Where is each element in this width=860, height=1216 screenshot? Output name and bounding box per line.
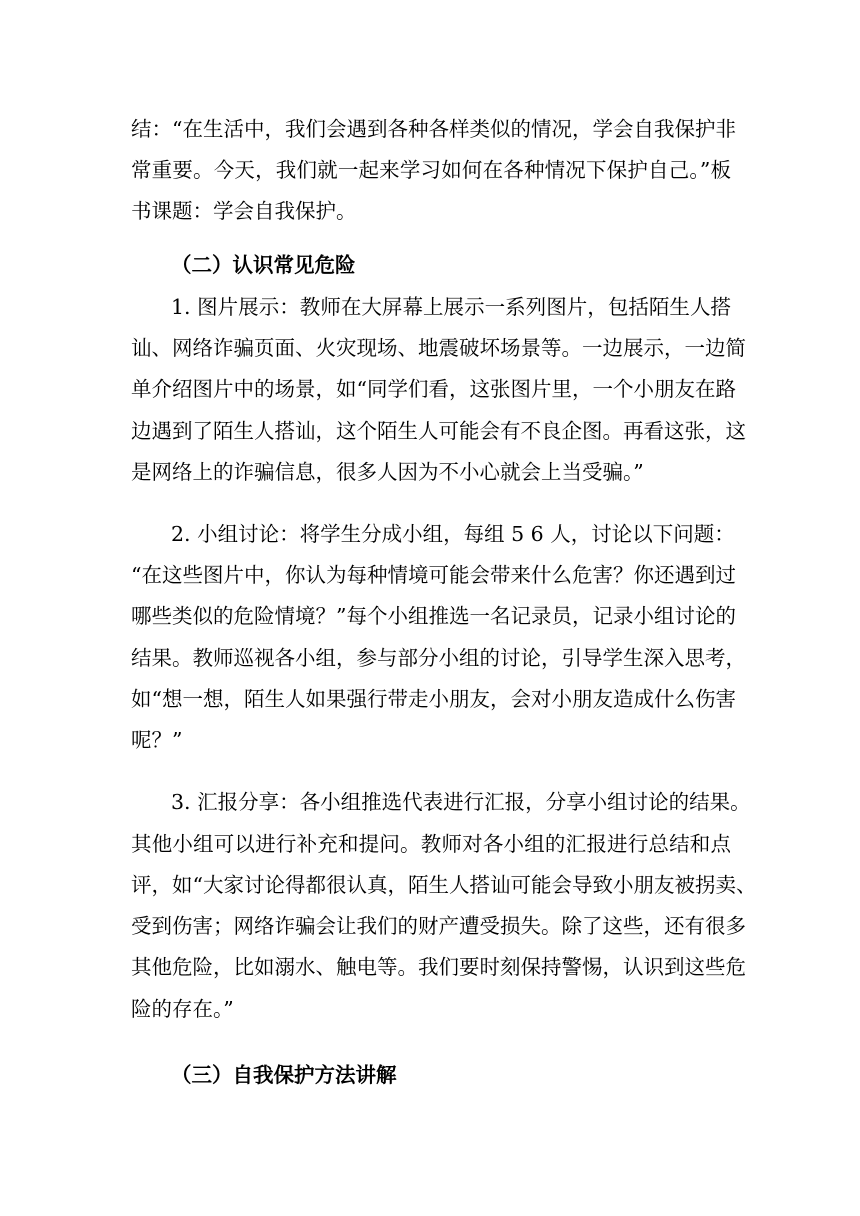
paragraph-line: 险的存在。” xyxy=(131,997,234,1021)
paragraph-line: 受到伤害；网络诈骗会让我们的财产遭受损失。除了这些，还有很多 xyxy=(131,914,746,938)
section-heading: （三）自我保护方法讲解 xyxy=(171,1063,397,1087)
paragraph-line: 其他小组可以进行补充和提问。教师对各小组的汇报进行总结和点 xyxy=(131,832,731,856)
paragraph-line: 1. 图片展示：教师在大屏幕上展示一系列图片，包括陌生人搭 xyxy=(171,295,731,319)
paragraph-line: 哪些类似的危险情境？”每个小组推选一名记录员，记录小组讨论的 xyxy=(131,604,736,628)
section-heading: （二）认识常见危险 xyxy=(171,253,356,277)
paragraph-line: 3. 汇报分享：各小组推选代表进行汇报，分享小组讨论的结果。 xyxy=(171,790,751,814)
paragraph-line: 结：“在生活中，我们会遇到各种各样类似的情况，学会自我保护非 xyxy=(131,117,736,141)
paragraph-line: 如“想一想，陌生人如果强行带走小朋友，会对小朋友造成什么伤害 xyxy=(131,687,736,711)
paragraph-line: 常重要。今天，我们就一起来学习如何在各种情况下保护自己。”板 xyxy=(131,158,731,182)
paragraph-line: 呢？” xyxy=(131,728,183,752)
paragraph-line: “在这些图片中，你认为每种情境可能会带来什么危害？你还遇到过 xyxy=(131,563,736,587)
paragraph-line: 评，如“大家讨论得都很认真，陌生人搭讪可能会导致小朋友被拐卖、 xyxy=(131,873,757,897)
paragraph-line: 单介绍图片中的场景，如“同学们看，这张图片里，一个小朋友在路 xyxy=(131,377,736,401)
paragraph-line: 是网络上的诈骗信息，很多人因为不小心就会上当受骗。” xyxy=(131,460,644,484)
paragraph-line: 2. 小组讨论：将学生分成小组，每组 5 6 人，讨论以下问题： xyxy=(171,522,735,546)
paragraph-line: 结果。教师巡视各小组，参与部分小组的讨论，引导学生深入思考， xyxy=(131,646,746,670)
paragraph-line: 书课题：学会自我保护。 xyxy=(131,199,357,223)
paragraph-line: 其他危险，比如溺水、触电等。我们要时刻保持警惕，认识到这些危 xyxy=(131,955,746,979)
paragraph-line: 讪、网络诈骗页面、火灾现场、地震破坏场景等。一边展示，一边简 xyxy=(131,336,746,360)
paragraph-line: 边遇到了陌生人搭讪，这个陌生人可能会有不良企图。再看这张，这 xyxy=(131,419,746,443)
